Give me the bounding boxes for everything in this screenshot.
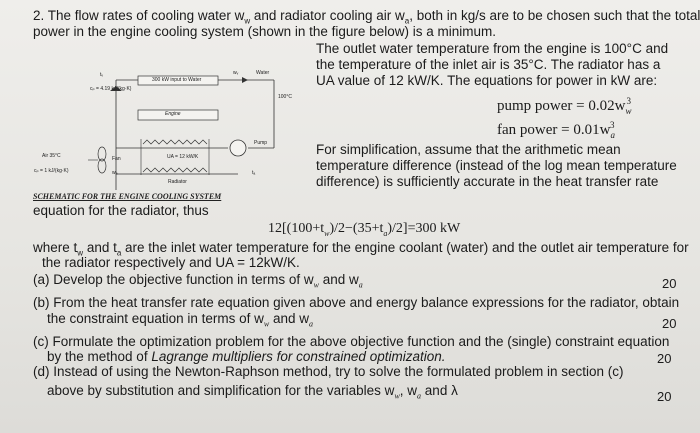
part-c-marks: 20: [657, 351, 672, 366]
part-a-text-b: and w: [318, 272, 359, 287]
intro-text-b: and radiator cooling air w: [250, 8, 405, 23]
where-c: are the inlet water temperature for the engine coolant (water) and the outlet air temperature for: [121, 240, 689, 255]
part-c-line-2: [47, 349, 445, 364]
ta-label: tₐ: [252, 170, 256, 176]
part-c-italic: Lagrange multipliers for constrained optimization.: [151, 349, 446, 364]
main-eq-b: )/2−(35+t: [329, 221, 384, 236]
air-inlet-label: Air 35°C: [42, 153, 61, 159]
fan-power-equation: fan power = $0.01w_a^3$: [497, 120, 615, 140]
part-b-line-2: the constraint equation in terms of $w_w$ and $w_a$: [47, 311, 313, 329]
right-para2-line-1: For simplification, assume that the arithmetic mean: [316, 142, 621, 157]
fan-label: Fan: [112, 156, 121, 162]
pump-power-equation: pump power = $0.02w_w^3$: [497, 96, 632, 116]
part-d-text-b: , w: [399, 383, 418, 398]
part-a: (a) Develop the objective function in terms of $w_w$ and $w_a$: [33, 272, 363, 290]
engine-cooling-schematic: [28, 50, 318, 202]
part-a-marks: 20: [662, 276, 677, 291]
main-eq-c: )/2]=300 kW: [387, 221, 461, 236]
tw-label: tᵥ: [100, 72, 103, 78]
right-para-line-3: UA value of 12 kW/K. The equations for power in kW are:: [316, 73, 658, 88]
part-d-line-2: above by substitution and simplification for the variables $w_w$, $w_a$ and λ: [47, 383, 458, 401]
engine-label: Engine: [165, 111, 181, 117]
equation-intro: equation for the radiator, thus: [33, 203, 209, 218]
where-a: where t: [33, 240, 78, 255]
ua-label: UA = 12 kW/K: [167, 154, 199, 160]
water-label: Water: [256, 70, 270, 76]
right-para2-line-3: difference) is sufficiently accurate in the heat transfer rate: [316, 174, 659, 189]
fan-eq-text: fan power = 0.01w: [497, 122, 611, 138]
ww-label: wᵥ: [233, 70, 239, 76]
pump-label: Pump: [254, 140, 268, 146]
wa-label: wₐ: [112, 170, 118, 176]
right-para2-line-2: temperature difference (instead of the log mean temperature: [316, 158, 677, 173]
sub-w: w: [244, 16, 251, 26]
part-d-marks: 20: [657, 389, 672, 404]
heat-input-label: 300 kW input to Water: [152, 77, 202, 83]
where-line-1: where $t_w$ and $t_a$ are the inlet water temperature for the engine coolant (water) and the outlet air temperature for: [33, 240, 689, 258]
part-d-line-1: (d) Instead of using the Newton-Raphson method, try to solve the formulated problem in section (c): [33, 364, 624, 379]
part-a-text: (a) Develop the objective function in terms of w: [33, 272, 314, 287]
main-eq-a: 12[(100+t: [268, 221, 325, 236]
sub-a: a: [404, 16, 410, 26]
part-d-text: above by substitution and simplification for the variables w: [47, 383, 395, 398]
part-b-marks: 20: [662, 316, 677, 331]
part-c-text: by the method of: [47, 349, 152, 364]
intro-text-a: 2. The flow rates of cooling water w: [33, 8, 245, 23]
part-b-text: the constraint equation in terms of w: [47, 311, 264, 326]
cp-water-label: cₚ = 4.19 kJ/(kg·K): [90, 86, 132, 92]
intro-text-c: , both in kg/s are to be chosen such that the total: [409, 8, 700, 23]
where-b: and t: [83, 240, 117, 255]
right-para-line-1: The outlet water temperature from the engine is 100°C and: [316, 41, 669, 56]
radiator-equation: $12[(100+t_w)/2-(35+t_a)/2]=300$ kW: [268, 221, 461, 238]
part-b-line-1: (b) From the heat transfer rate equation given above and energy balance expressions for the radiator, obtain: [33, 295, 680, 310]
temp-100-label: 100°C: [278, 94, 292, 100]
radiator-label: Radiator: [168, 179, 187, 185]
part-d-text-c: and λ: [421, 383, 458, 398]
part-c-line-1: (c) Formulate the optimization problem for the above objective function and the (single) constraint equation: [33, 334, 670, 349]
schematic-title: SCHEMATIC FOR THE ENGINE COOLING SYSTEM: [33, 192, 222, 201]
where-line-2: the radiator respectively and UA = 12kW/K.: [42, 255, 300, 270]
pump-eq-text: pump power = 0.02w: [497, 98, 626, 114]
intro-line-2: power in the engine cooling system (shown in the figure below) is a minimum.: [33, 24, 496, 39]
right-para-line-2: the temperature of the inlet air is 35°C. The radiator has a: [316, 57, 661, 72]
cp-air-label: cₚ = 1 kJ/(kg·K): [34, 168, 69, 174]
part-b-text-b: and w: [269, 311, 309, 326]
